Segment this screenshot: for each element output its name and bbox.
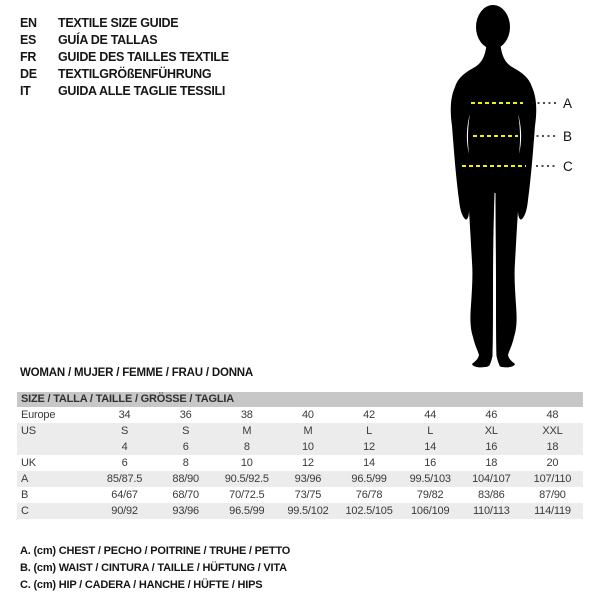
size-cell: 85/87.5 [106,473,143,485]
size-cell: 88/90 [172,473,199,485]
size-cell: 79/82 [416,489,444,501]
measure-label-b: B [563,129,573,144]
size-cell: 40 [302,409,314,421]
size-cell: 8 [182,457,189,469]
size-cell: M [242,425,252,437]
language-row-en [20,15,229,32]
size-cell: 106/109 [411,505,450,517]
size-cell: 83/86 [478,489,505,501]
row-label: C [21,505,29,517]
size-cell: 73/75 [294,489,322,501]
measure-label-a: A [563,96,573,111]
size-cell: 96.5/99 [351,473,387,485]
table-row-waist-b [17,487,583,503]
legend-line-waist: B. (cm) WAIST / CINTURA / TAILLE / HÜFTUNG / VITA [20,562,287,574]
row-label: US [21,425,36,437]
size-cell: 93/96 [294,473,322,485]
measurement-legend [20,543,290,594]
language-row-fr [20,49,229,66]
size-cell: 90/92 [111,505,138,517]
size-cell: 104/107 [472,473,511,485]
measure-label-c: C [563,159,573,174]
size-cell: 76/78 [355,489,383,501]
language-code: EN [20,16,37,30]
size-cell: 93/96 [172,505,199,517]
size-cell: L [366,425,373,437]
language-code: IT [20,84,31,98]
size-cell: S [120,425,129,437]
size-cell: 10 [240,457,253,469]
size-cell: 99.5/103 [409,473,451,485]
guide-title-fr: GUIDE DES TAILLES TEXTILE [58,50,229,64]
row-label: A [21,473,29,485]
size-cell: 44 [424,409,437,421]
size-cell: 36 [179,409,192,421]
size-cell: 96.5/99 [229,505,265,517]
language-row-es [20,32,229,49]
size-cell: 46 [485,409,498,421]
legend-line-hip: C. (cm) HIP / CADERA / HANCHE / HÜFTE / HIPS [20,579,263,591]
size-cell: 14 [424,441,437,453]
language-list [20,15,229,100]
size-cell: 10 [302,441,314,453]
language-row-it [20,83,229,100]
woman-silhouette-icon [400,0,600,380]
size-cell: 12 [363,441,375,453]
size-cell: 68/70 [172,489,199,501]
size-cell: 70/72.5 [229,489,265,501]
row-label: B [21,489,29,501]
size-cell: 16 [424,457,437,469]
size-cell: 102.5/105 [345,505,393,517]
table-row-hip-c [17,503,583,519]
row-label: UK [21,457,36,469]
size-cell: 90.5/92.5 [224,473,269,485]
guide-title-en: TEXTILE SIZE GUIDE [58,16,179,30]
size-cell: 107/110 [533,473,572,485]
table-row-uk [17,455,583,471]
row-label [17,439,94,455]
size-cell: 34 [118,409,131,421]
size-cell: 6 [121,457,128,469]
size-cell: 114/119 [534,505,571,517]
legend-line-chest: A. (cm) CHEST / PECHO / POITRINE / TRUHE / PETTO [20,545,291,557]
size-cell: M [303,425,313,437]
size-cell: 64/67 [111,489,138,501]
size-cell: 110/113 [472,505,510,517]
guide-title-de: TEXTILGRÖßENFÜHRUNG [58,67,212,81]
size-cell: 16 [485,441,498,453]
guide-title-it: GUIDA ALLE TAGLIE TESSILI [58,84,226,98]
language-code: DE [20,67,37,81]
size-cell: 87/90 [539,489,566,501]
size-cell: 38 [240,409,253,421]
table-row-europe [17,407,583,423]
language-code: FR [20,50,37,64]
size-table-header: SIZE / TALLA / TAILLE / GRÖSSE / TAGLIA [17,392,583,407]
size-cell: S [182,425,190,437]
section-title: WOMAN / MUJER / FEMME / FRAU / DONNA [20,367,254,379]
size-cell: 18 [485,457,498,469]
table-row-us [17,423,583,439]
guide-title-es: GUÍA DE TALLAS [58,33,158,47]
table-row-chest-a [17,471,583,487]
size-cell: XXL [542,425,563,437]
size-cell: L [427,425,434,437]
language-row-de [20,66,229,83]
size-cell: 99.5/102 [287,505,329,517]
size-cell: XL [484,425,498,437]
size-cell: 42 [363,409,375,421]
row-label: Europe [21,409,56,421]
table-row-us-numeric [17,439,583,455]
size-cell: 4 [121,441,128,453]
measurement-figure [400,0,600,380]
language-code: ES [20,33,37,47]
size-cell: 6 [182,441,189,453]
size-cell: 20 [546,457,559,469]
size-cell: 12 [302,457,314,469]
size-cell: 14 [363,457,375,469]
size-table [17,392,583,519]
size-cell: 48 [546,409,559,421]
size-cell: 18 [546,441,559,453]
size-cell: 8 [243,441,250,453]
